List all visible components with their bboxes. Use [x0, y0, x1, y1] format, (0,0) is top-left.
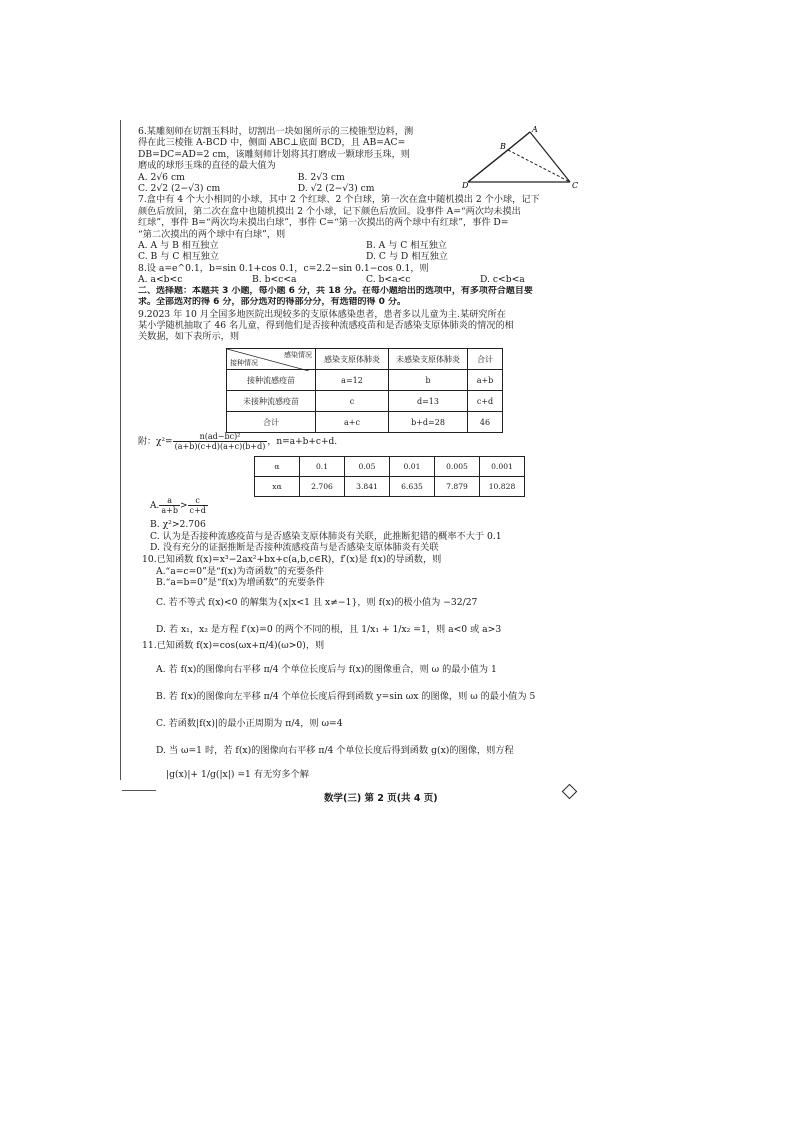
table-cell: c — [316, 391, 389, 412]
q7-line-4: “第二次摸出的两个球中有白球”，则 — [138, 228, 286, 240]
fraction-num: a — [159, 496, 180, 506]
diagonal-header-cell — [227, 349, 316, 370]
q9-option-a-label: A. — [150, 501, 160, 511]
q9-line-2: 某小学随机抽取了 46 名儿童，得到他们是否接种流感疫苗和是否感染支原体肺炎的情况的相 — [138, 319, 514, 331]
fraction-den: a+b — [161, 506, 178, 515]
header-cell: 感染支原体肺炎 — [316, 349, 389, 370]
fraction-a — [159, 496, 180, 515]
q9-option-c: C. 认为是否接种流感疫苗与是否感染支原体肺炎有关联，此推断犯错的概率不大于 0.1 — [150, 530, 502, 542]
table-row — [227, 391, 503, 412]
section2-heading-2: 求。全部选对的得 6 分，部分选对的得部分分，有选错的得 0 分。 — [138, 297, 407, 308]
table-cell: 46 — [468, 412, 503, 433]
table-row — [255, 477, 525, 497]
formula-denominator: (a+b)(c+d)(a+c)(b+d) — [174, 442, 266, 451]
table-cell: 合计 — [227, 412, 316, 433]
q7-options-row-1 — [138, 240, 594, 251]
table-cell: 0.1 — [300, 457, 345, 477]
q11-option-c: C. 若函数|f(x)|的最小正周期为 π/4，则 ω=4 — [156, 718, 343, 729]
q8-option-b: B. b<c<a — [252, 274, 297, 286]
table-cell: c+d — [468, 391, 503, 412]
margin-rule — [120, 120, 121, 780]
q9-options-rest — [150, 519, 594, 554]
diag-bottom-label: 接种情况 — [230, 359, 258, 367]
table-cell: a=12 — [316, 370, 389, 391]
table-cell: 0.001 — [480, 457, 525, 477]
table-cell: d=13 — [389, 391, 468, 412]
table-cell: 接种流感疫苗 — [227, 370, 316, 391]
q9-option-b: B. χ²>2.706 — [150, 519, 206, 530]
critical-value-table — [254, 456, 525, 497]
section2-heading-1: 二、选择题：本题共 3 小题，每小题 6 分，共 18 分。在每小题给出的选项中，有多项符合题目要 — [138, 285, 533, 296]
label-c: C — [572, 181, 579, 190]
q9-option-a — [150, 496, 208, 515]
table-cell: b — [389, 370, 468, 391]
q9-line-3: 关数据，如下表所示，则 — [138, 331, 240, 343]
q11-option-d-cont: |g(x)|+ 1/g(|x|) =1 有无穷多个解 — [166, 769, 309, 780]
table-cell: 0.05 — [345, 457, 390, 477]
q11-option-b: B. 若 f(x)的图像向左平移 π/4 个单位长度后得到函数 y=sin ωx 的图像，则 ω 的最小值为 5 — [156, 691, 536, 702]
q8-option-d: D. c<b<a — [480, 274, 525, 286]
q9-option-a-rel: > — [179, 501, 188, 511]
header-cell: 未感染支原体肺炎 — [389, 349, 468, 370]
q10-option-d: D. 若 x₁，x₂ 是方程 f′(x)=0 的两个不同的根，且 1/x₁ + 1/x₂ =1，则 a<0 或 a>3 — [156, 623, 502, 635]
q9-option-d: D. 没有充分的证据推断是否接种流感疫苗与是否感染支原体肺炎有关联 — [150, 542, 439, 554]
q6-option-b: B. 2√3 cm — [297, 171, 345, 183]
table-cell: α — [255, 457, 300, 477]
table-cell: 未接种流感疫苗 — [227, 391, 316, 412]
q6-options-row-1 — [138, 172, 468, 183]
q7-options-row-2 — [138, 251, 594, 262]
header-cell: 合计 — [468, 349, 503, 370]
label-b: B — [500, 142, 506, 151]
chi-square-formula — [138, 432, 337, 451]
contingency-table — [226, 348, 503, 433]
table-cell: 0.005 — [435, 457, 480, 477]
q10-option-a: A.“a=c=0”是“f(x)为奇函数”的充要条件 — [156, 565, 324, 577]
q10-line: 10.已知函数 f(x)=x³−2ax²+bx+c(a,b,c∈R)，f′(x)是 f(x)的导函数，则 — [142, 554, 442, 565]
q11-option-d: D. 当 ω=1 时，若 f(x)的图像向右平移 π/4 个单位长度后得到函数 g(x)的图像，则方程 — [156, 745, 514, 756]
q6-options-row-2 — [138, 183, 468, 194]
q11-block — [142, 636, 594, 786]
fraction-den: c+d — [189, 506, 206, 515]
table-cell: 6.635 — [390, 477, 435, 497]
table-cell: 3.841 — [345, 477, 390, 497]
q6-line-1: 6.某雕刻师在切割玉料时，切割出一块如图所示的三棱锥型边料，测 — [138, 126, 414, 137]
q6-option-d: D. √2 (2−√3) cm — [297, 183, 375, 195]
q6-line-4: 磨成的球形玉珠的直径的最大值为 — [138, 160, 276, 172]
q11-option-a: A. 若 f(x)的图像向右平移 π/4 个单位长度后与 f(x)的图像重合，则 ω 的最小值为 1 — [156, 664, 497, 675]
q8-option-a: A. a<b<c — [138, 274, 183, 286]
table-row — [227, 412, 503, 433]
fraction-c — [188, 496, 208, 515]
diag-top-label: 感染情况 — [284, 351, 312, 359]
diamond-icon — [562, 784, 578, 800]
q8-line: 8.设 a=e^0.1，b=sin 0.1+cos 0.1，c=2.2−sin 0.1−cos 0.1，则 — [138, 262, 429, 274]
table-cell: 2.706 — [300, 477, 345, 497]
table-cell: a+c — [316, 412, 389, 433]
page-footer: 数学(三) 第 2 页(共 4 页) — [324, 793, 438, 804]
table-cell: 10.828 — [480, 477, 525, 497]
q7-option-c: C. B 与 C 相互独立 — [138, 251, 220, 263]
q8-option-c: C. b<a<c — [366, 274, 411, 286]
q6-line-2: 得在此三棱锥 A-BCD 中，侧面 ABC⊥底面 BCD，且 AB=AC= — [138, 137, 406, 149]
table-header-row — [227, 349, 503, 370]
q6-option-a: A. 2√6 cm — [138, 171, 185, 183]
q9-line-1: 9.2023 年 10 月全国多地医院出现较多的支原体感染患者，患者多以儿童为主.某研究所在 — [138, 308, 506, 320]
q6-line-3: DB=DC=AD=2 cm，该雕刻师计划将其打磨成一颗球形玉珠，则 — [138, 148, 410, 160]
q10-option-b: B.“a=b=0”是“f(x)为增函数”的充要条件 — [156, 577, 325, 589]
label-d: D — [462, 181, 469, 190]
table-row — [255, 457, 525, 477]
q10-option-c: C. 若不等式 f(x)<0 的解集为{x|x<1 且 x≠−1}，则 f(x)的极小值为 −32/27 — [156, 596, 478, 608]
q7-option-a: A. A 与 B 相互独立 — [138, 240, 219, 252]
q6-option-c: C. 2√2 (2−√3) cm — [138, 183, 221, 195]
formula-fraction — [173, 432, 268, 451]
footer-rule — [122, 790, 156, 797]
formula-numerator: n(ad−bc)² — [173, 432, 268, 442]
q7-option-b: B. A 与 C 相互独立 — [366, 240, 447, 252]
q11-line: 11.已知函数 f(x)=cos(ωx+π/4)(ω>0)，则 — [142, 640, 325, 651]
formula-suffix: ，n=a+b+c+d. — [267, 437, 338, 447]
label-a: A — [532, 125, 538, 134]
q7-line-2: 颜色后放回，第二次在盒中也随机摸出 2 个小球，记下颜色后放回。设事件 A=“两次均未摸出 — [138, 205, 521, 217]
formula-prefix: 附：χ²= — [138, 437, 173, 447]
q7-line-1: 7.盒中有 4 个大小相同的小球，其中 2 个红球、2 个白球，第一次在盒中随机摸出 2 个小球，记下 — [138, 194, 540, 206]
table-cell: xα — [255, 477, 300, 497]
q7-line-3: 红球”，事件 B=“两次均未摸出白球”，事件 C=“第一次摸出的两个球中有红球”，事件 D= — [138, 217, 509, 229]
q7-option-d: D. C 与 D 相互独立 — [366, 251, 448, 263]
table-cell: 0.01 — [390, 457, 435, 477]
question-column — [138, 126, 594, 343]
table-cell: b+d=28 — [389, 412, 468, 433]
q10-block — [142, 554, 594, 643]
fraction-num: c — [188, 496, 208, 506]
q8-options — [138, 274, 594, 285]
table-cell: 7.879 — [435, 477, 480, 497]
table-cell: a+b — [468, 370, 503, 391]
table-row — [227, 370, 503, 391]
